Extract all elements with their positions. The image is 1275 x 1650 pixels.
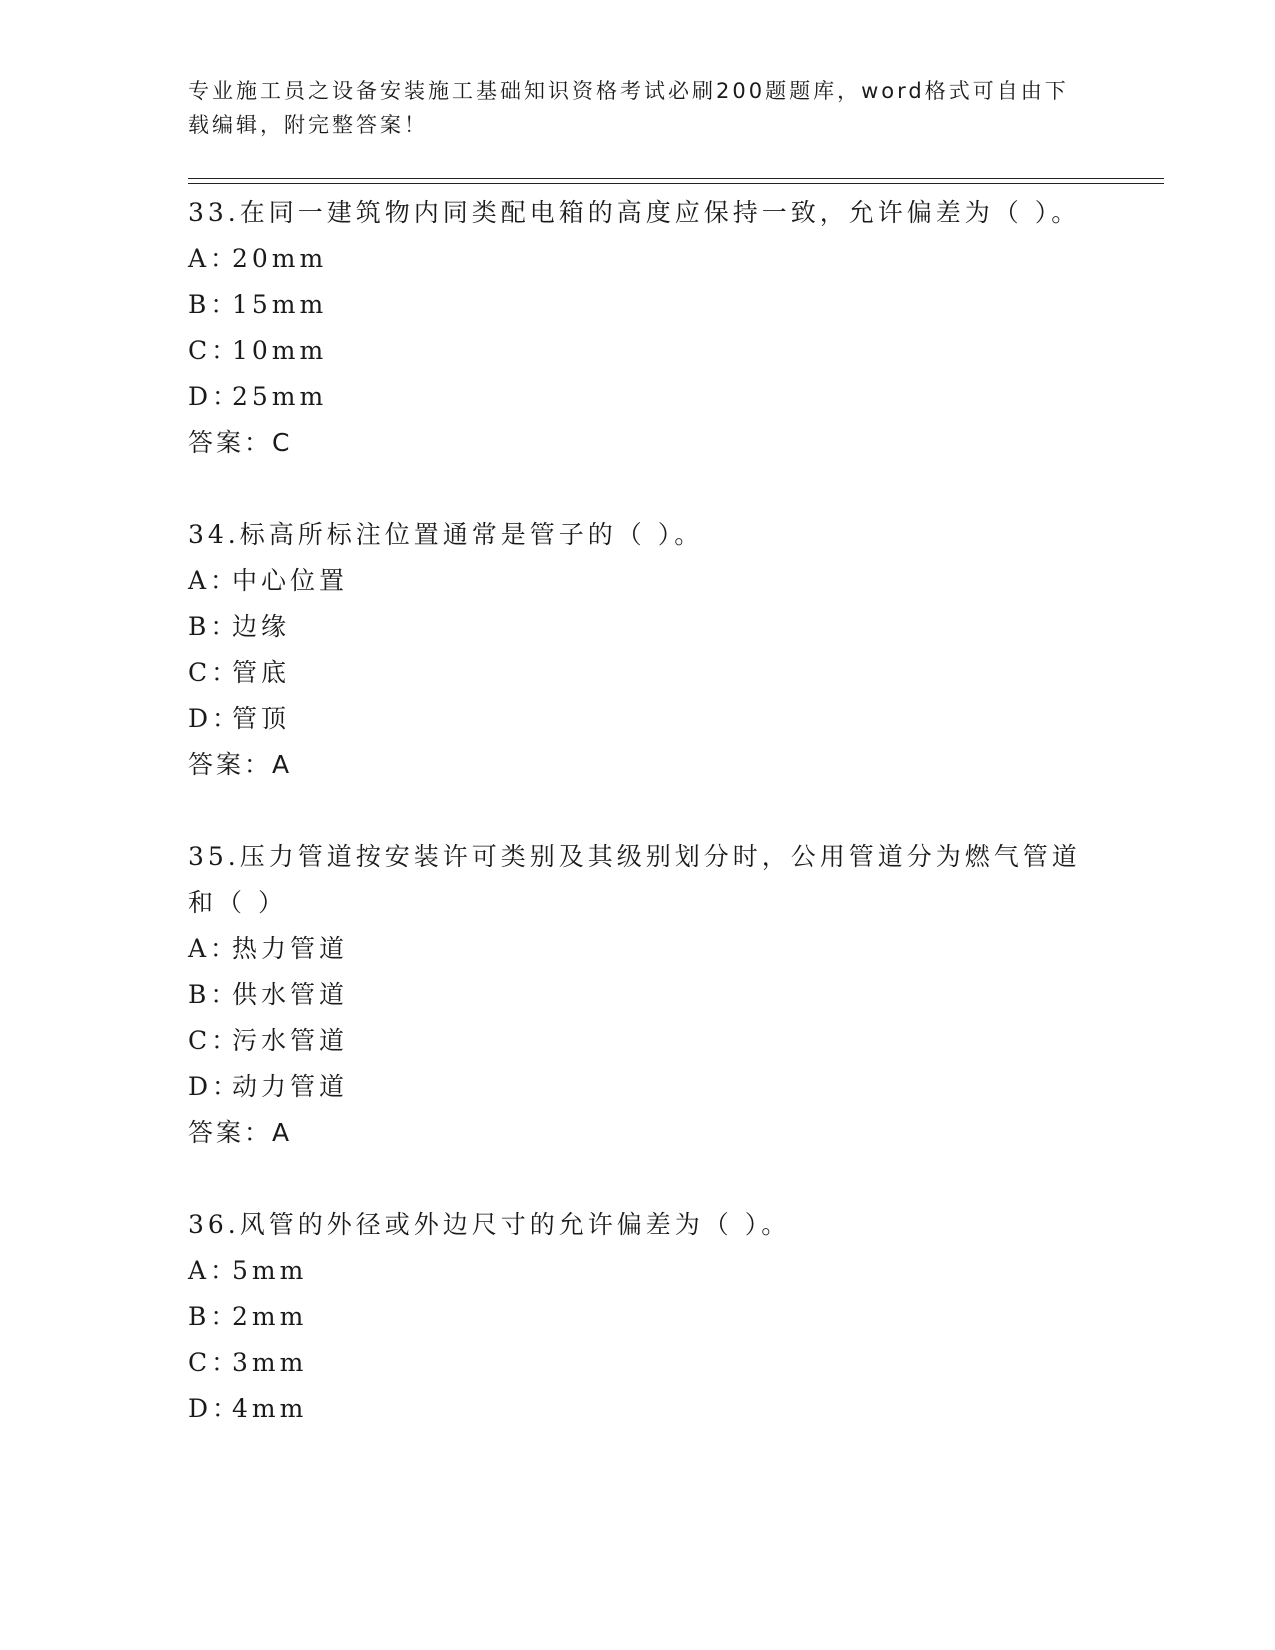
option-text: 动力管道 <box>232 1072 349 1101</box>
option-b <box>188 282 1088 328</box>
option-d <box>188 696 1088 742</box>
question-stem: 35.压力管道按安装许可类别及其级别划分时，公用管道分为燃气管道和（ ） <box>188 842 1081 917</box>
option-text: 边缘 <box>232 612 291 641</box>
option-text: 热力管道 <box>232 934 349 963</box>
option-letter: D： <box>188 1072 242 1101</box>
question-36 <box>188 1202 1088 1432</box>
option-b <box>188 1294 1088 1340</box>
option-c <box>188 650 1088 696</box>
document-header: 专业施工员之设备安装施工基础知识资格考试必刷200题题库，word格式可自由下载编辑，附完整答案！ <box>188 79 1069 137</box>
answer-label: 答案：C <box>188 428 293 457</box>
question-stem: 36.风管的外径或外边尺寸的允许偏差为（ ）。 <box>188 1210 791 1239</box>
option-d <box>188 1386 1088 1432</box>
option-b <box>188 972 1088 1018</box>
option-c <box>188 1340 1088 1386</box>
option-letter: A： <box>188 566 240 595</box>
option-letter: A： <box>188 934 240 963</box>
option-text: 管底 <box>232 658 291 687</box>
question-33 <box>188 190 1088 466</box>
option-letter: A： <box>188 1256 240 1285</box>
option-text: 污水管道 <box>232 1026 349 1055</box>
question-list <box>188 190 1088 1478</box>
option-c <box>188 328 1088 374</box>
option-letter: D： <box>188 704 242 733</box>
option-letter: A： <box>188 244 240 273</box>
option-text: 10mm <box>232 336 328 365</box>
option-text: 2mm <box>232 1302 308 1331</box>
option-letter: D： <box>188 382 242 411</box>
answer-label: 答案：A <box>188 750 293 779</box>
option-a <box>188 558 1088 604</box>
option-text: 20mm <box>232 244 328 273</box>
option-letter: B： <box>188 290 240 319</box>
option-letter: C： <box>188 336 241 365</box>
option-c <box>188 1018 1088 1064</box>
option-text: 4mm <box>232 1394 308 1423</box>
option-a <box>188 236 1088 282</box>
option-letter: B： <box>188 612 240 641</box>
option-d <box>188 374 1088 420</box>
option-d <box>188 1064 1088 1110</box>
question-34 <box>188 512 1088 788</box>
option-letter: C： <box>188 1026 241 1055</box>
option-text: 3mm <box>232 1348 308 1377</box>
answer-label: 答案：A <box>188 1118 293 1147</box>
option-letter: D： <box>188 1394 242 1423</box>
option-text: 25mm <box>232 382 328 411</box>
option-letter: C： <box>188 658 241 687</box>
option-text: 5mm <box>232 1256 308 1285</box>
option-text: 供水管道 <box>232 980 349 1009</box>
option-a <box>188 1248 1088 1294</box>
option-a <box>188 926 1088 972</box>
option-b <box>188 604 1088 650</box>
question-stem: 33.在同一建筑物内同类配电箱的高度应保持一致，允许偏差为（ ）。 <box>188 198 1081 227</box>
question-35 <box>188 834 1088 1156</box>
option-text: 中心位置 <box>232 566 349 595</box>
header-divider-top <box>188 178 1164 179</box>
option-text: 15mm <box>232 290 328 319</box>
option-letter: B： <box>188 980 240 1009</box>
header-divider-bottom <box>188 183 1164 184</box>
option-letter: B： <box>188 1302 240 1331</box>
option-letter: C： <box>188 1348 241 1377</box>
option-text: 管顶 <box>232 704 291 733</box>
question-stem: 34.标高所标注位置通常是管子的（ ）。 <box>188 520 704 549</box>
